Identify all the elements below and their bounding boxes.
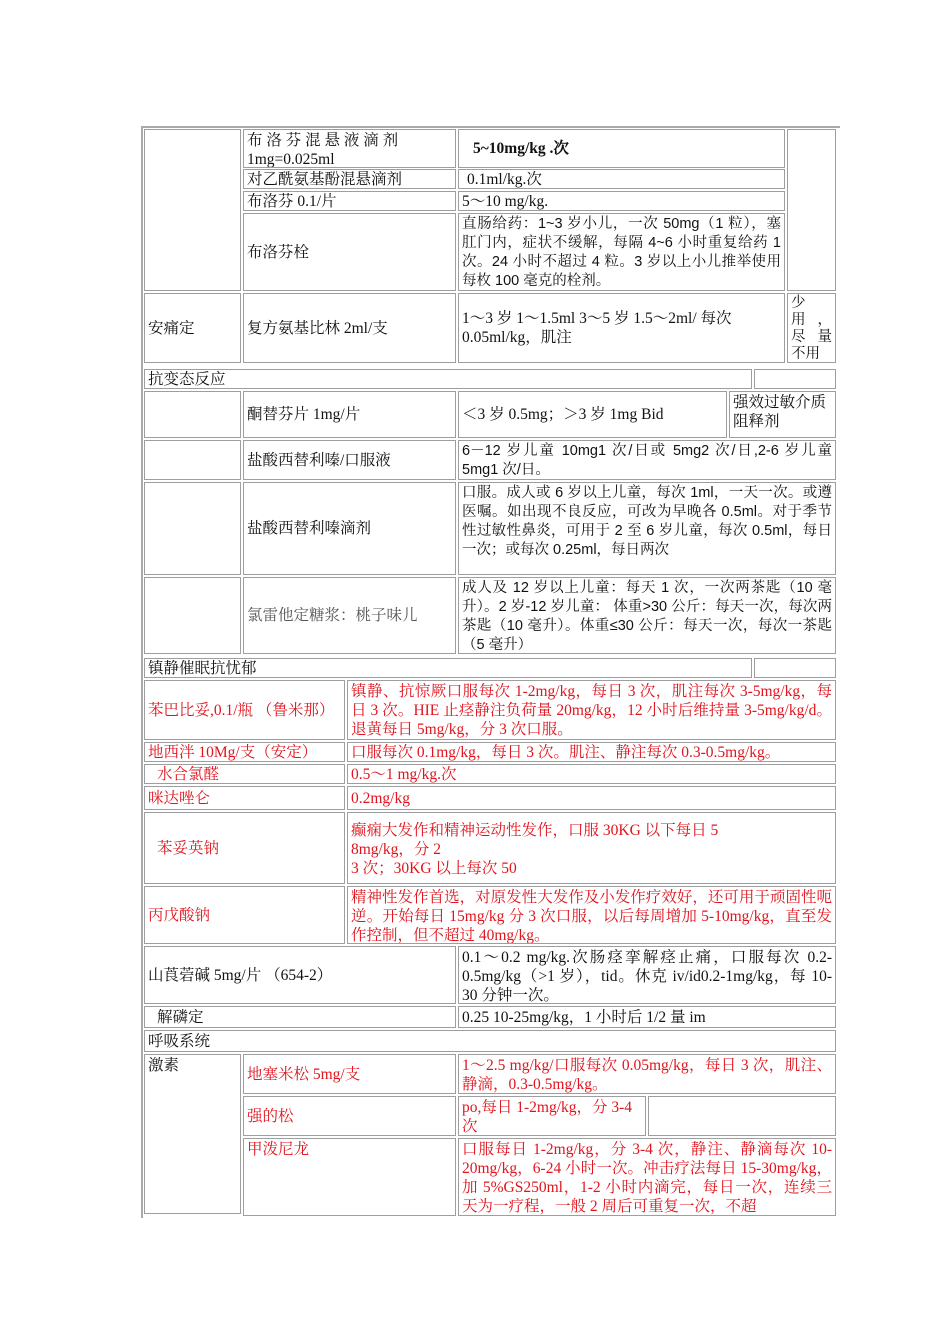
dosage-text: 6－12 岁儿童 10mg1 次/日或 5mg2 次/日,2-6 岁儿童 5mg1 次/日。 [462,443,832,478]
drug-name: 解磷定 [157,1008,204,1026]
drug-name-cell [144,742,345,762]
dosage-line: 8mg/kg，分 2 [351,841,441,858]
drug-name: 盐酸西替利嗪/口服液 [247,451,391,469]
dosage-text: 5~10mg/kg .次 [473,140,569,157]
dosage-cell [458,577,836,654]
dosage-cell [347,812,836,884]
dosage-cell [458,482,836,575]
drug-name-cell [243,129,456,168]
table-cell-empty [754,369,836,389]
drug-name: 复方氨基比林 2ml/支 [247,319,388,337]
dosage-text: 1～2.5 mg/kg/口服每次 0.05mg/kg，每日 3 次，肌注、静滴，0.3-0.5mg/kg。 [462,1057,832,1093]
drug-name-cell [144,764,345,784]
category-cell [144,293,241,363]
drug-name-cell [243,440,456,480]
drug-name-cell [243,169,456,189]
dosage-text: 口服每日 1-2mg/kg，分 3-4 次，静注、静滴每次 10-20mg/kg，6-24 小时一次。冲击疗法每日 15-30mg/kg，加 5%GS250ml，1-2 小时内滴完，每日一次，连续三天为一疗程，一般 2 周后可重复一次，不超 [462,1141,832,1215]
section-title: 呼吸系统 [148,1032,211,1050]
dosage-cell [347,680,836,740]
dosage-text: 0.1～0.2 mg/kg.次肠痉挛解痉止痛，口服每次 0.2-0.5mg/kg（>1 岁），tid。休克 iv/id0.2-1mg/kg，每 10-30 分钟一次。 [462,949,832,1004]
dosage-text: ＜3 岁 0.5mg；＞3 岁 1mg Bid [462,406,664,423]
category-cell [144,1054,241,1214]
dosage-line: 3 次；30KG 以上每次 50 [351,860,517,877]
drug-name-cell [243,577,456,654]
dosage-text: 1～3 岁 1～1.5ml 3～5 岁 1.5～2ml/ 每次 0.05ml/kg，肌注 [462,310,732,346]
dosage-text: 成人及 12 岁以上儿童：每天 1 次，一次两茶匙（10 毫升）。2 岁-12 岁儿童： 体重>30 公斤：每天一次，每次两茶匙（10 毫升）。体重≤30 公斤：每天一次，每次一茶匙（5 毫升） [462,580,832,653]
note-text: 强效过敏介质阻释剂 [733,394,827,430]
dosage-cell [458,293,785,363]
dosage-text: 直肠给药：1~3 岁小儿，一次 50mg（1 粒），塞肛门内，症状不缓解，每隔 4~6 小时重复给药 1 次。24 小时不超过 4 粒。3 岁以上小儿推举使用每枚 100 毫克的栓剂。 [462,216,781,289]
dosage-text: 口服每次 0.1mg/kg，每日 3 次。肌注、静注每次 0.3-0.5mg/kg。 [351,743,781,761]
dosage-cell [458,1138,836,1216]
drug-name-cell [243,482,456,575]
drug-name: 布 洛 芬 混 悬 液 滴 剂 1mg=0.025ml [247,132,399,168]
dosage-text: 镇静、抗惊厥口服每次 1-2mg/kg，每日 3 次，肌注每次 3-5mg/kg，每日 3 次。HIE 止痉静注负荷量 20mg/kg，12 小时后维持量 3-5mg/kg/d。退黄每日 5mg/kg，分 3 次口服。 [351,683,832,738]
drug-name-cell [144,680,345,740]
dosage-text: 0.25 10-25mg/kg，1 小时后 1/2 量 im [462,1008,706,1026]
table-cell-empty [144,577,241,654]
drug-name-cell [243,293,456,363]
drug-name-cell [243,1138,456,1216]
dosage-cell [458,1006,836,1028]
dosage-text: 0.5～1 mg/kg.次 [351,765,457,783]
drug-name-cell [243,1096,456,1136]
table-cell-empty [144,391,241,438]
dosage-cell [347,742,836,762]
drug-name: 咪达唑仑 [148,789,211,807]
dosage-cell [458,191,785,211]
dosage-text: 5～10 mg/kg. [462,192,549,210]
dosage-text: 口服。成人或 6 岁以上儿童，每次 1ml，一天一次。或遵医嘱。如出现不良反应，可改为早晚各 0.5ml。对于季节性过敏性鼻炎，可用于 2 至 6 岁儿童，每次 0.5ml，每日一次；或每次 0.25ml，每日两次 [462,485,832,558]
section-header [144,658,752,678]
drug-name: 苯巴比妥,0.1/瓶 （鲁米那） [148,701,335,719]
dosage-text: po,每日 1-2mg/kg，分 3-4 次 [462,1099,633,1135]
drug-name-cell [144,1006,456,1028]
table-cell-empty [144,129,241,291]
table-cell-empty [754,658,836,678]
drug-name-cell [243,191,456,211]
drug-name: 地西泮 10Mg/支（安定） [148,743,318,761]
drug-name-cell [144,786,345,810]
section-title: 抗变态反应 [148,370,226,388]
dosage-cell [458,213,785,291]
dosage-cell [458,1096,646,1136]
drug-name: 丙戊酸钠 [148,906,211,924]
section-header [144,1030,836,1052]
table-cell-empty [648,1096,836,1136]
drug-name: 布洛芬栓 [247,243,310,261]
section-title: 镇静催眠抗忧郁 [148,659,257,677]
drug-name-cell [243,1054,456,1094]
dosage-line: 癫痫大发作和精神运动性发作，口服 30KG 以下每日 5 [351,822,719,839]
dosage-text: 0.1ml/kg.次 [467,170,542,188]
drug-name: 酮替芬片 1mg/片 [247,406,361,423]
drug-name-cell [243,391,456,438]
drug-name: 山莨菪碱 5mg/片 （654-2） [148,966,333,984]
drug-name-cell [243,213,456,291]
dosage-cell [347,764,836,784]
table-cell-empty [144,482,241,575]
note-cell [787,293,836,363]
drug-name: 强的松 [247,1107,294,1125]
drug-name: 水合氯醛 [157,765,220,783]
category-name: 激素 [148,1057,180,1074]
section-header [144,369,752,389]
drug-name: 盐酸西替利嗪滴剂 [247,520,372,537]
dosage-cell [347,886,836,944]
table-cell-empty [787,129,836,291]
category-name: 安痛定 [148,319,195,337]
drug-name: 地塞米松 5mg/支 [247,1065,361,1083]
drug-name: 甲泼尼龙 [247,1141,310,1158]
note-text: 少用，尽量不用 [791,295,832,362]
drug-name-cell [144,886,345,944]
drug-name: 苯妥英钠 [157,839,220,857]
dosage-cell [347,786,836,810]
dosage-cell [458,1054,836,1094]
note-cell [729,391,836,438]
dosage-cell [458,391,727,438]
drug-name: 对乙酰氨基酚混悬滴剂 [247,170,403,188]
dosage-cell [458,946,836,1004]
dosage-text: 0.2mg/kg [351,789,410,807]
table-cell-empty [144,440,241,480]
dosage-cell [458,440,836,480]
drug-name: 布洛芬 0.1/片 [247,192,337,210]
drug-name-cell [144,946,456,1004]
dosage-cell [458,129,785,168]
drug-name-cell [144,812,345,884]
drug-name: 氯雷他定糖浆：桃子味儿 [247,607,418,624]
dosage-cell [458,169,785,189]
dosage-text: 精神性发作首选，对原发性大发作及小发作疗效好，还可用于顽固性呃逆。开始每日 15mg/kg 分 3 次口服，以后每周增加 5-10mg/kg，直至发作控制，但不超过 40mg/kg。 [351,889,832,944]
